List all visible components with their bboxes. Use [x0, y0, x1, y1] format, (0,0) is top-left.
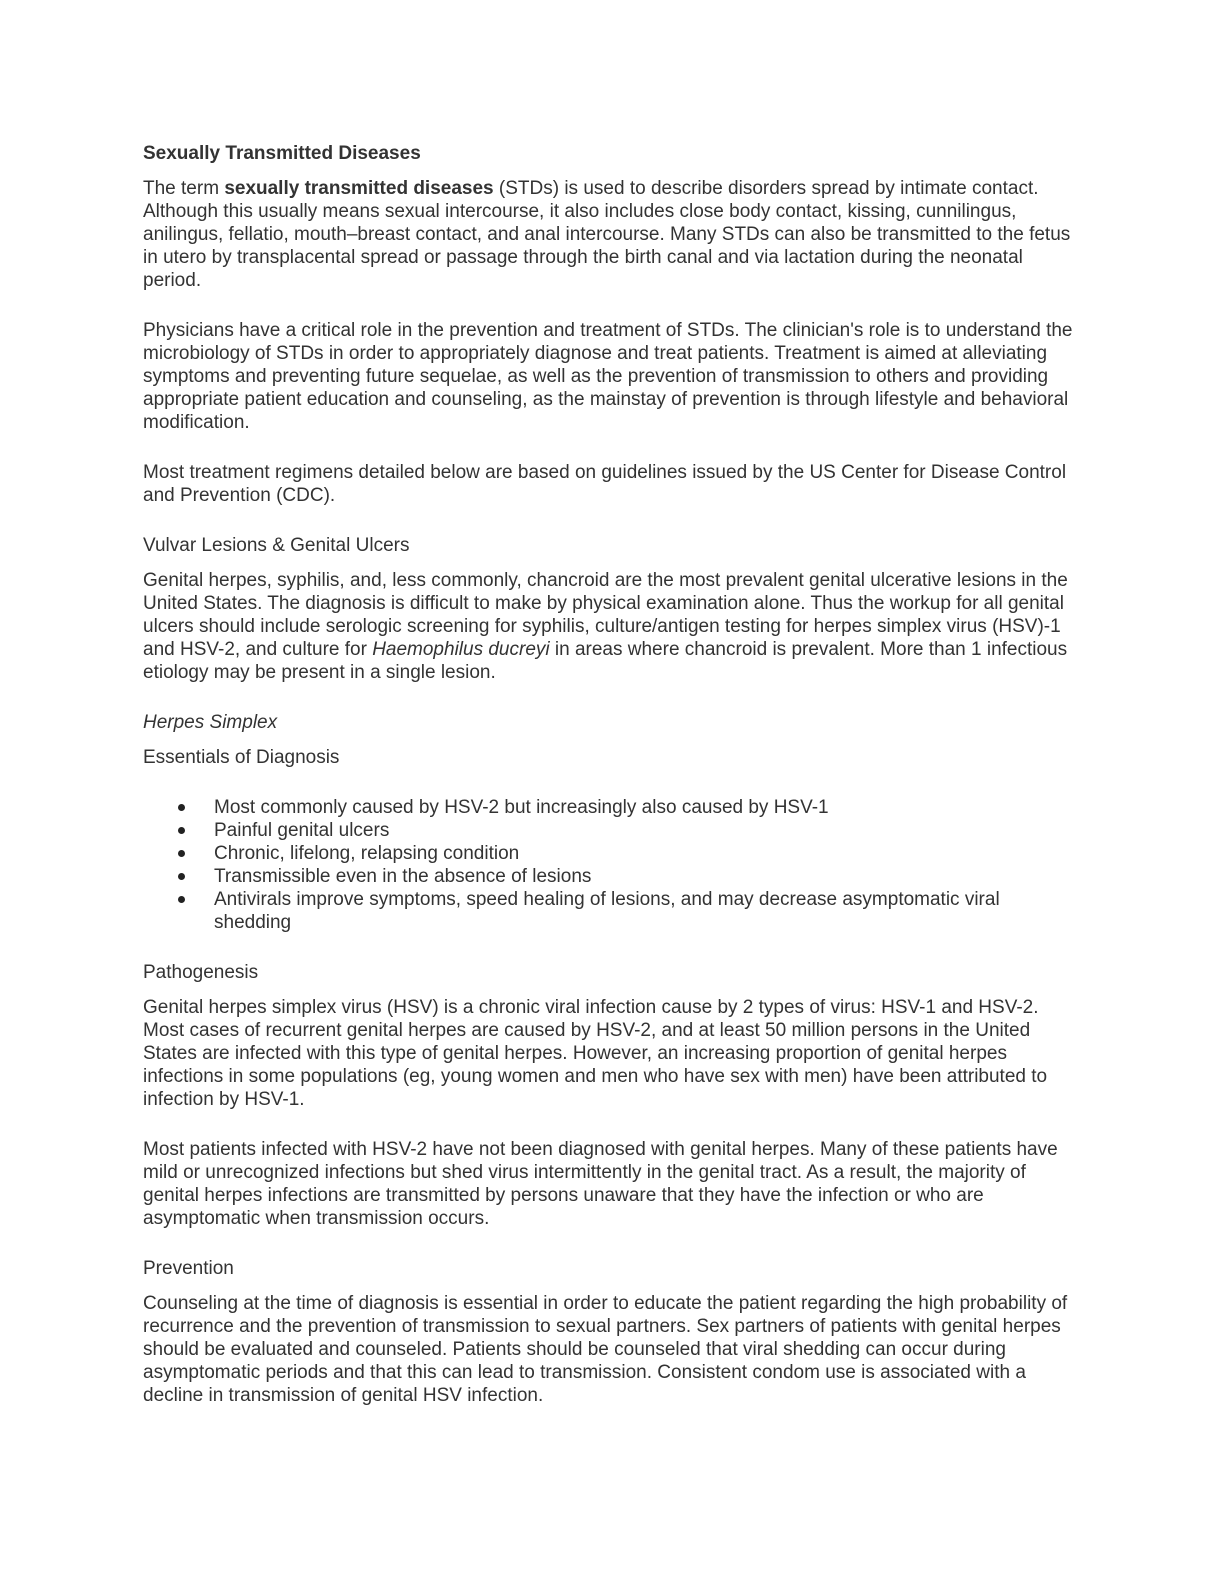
- intro-text-pre: The term: [143, 178, 225, 199]
- vulvar-text-pre: Genital herpes, syphilis, and, less commonly, chancroid are the most prevalent genital ulcerative lesions in the United States. The diagnosis is difficult to make by physical examination alone. Thus the workup for all genital ulcers should include serologic screening for syphilis, culture/antigen testing for herpes simplex virus (HSV)-1 and HSV-2, and culture for: [143, 570, 1068, 660]
- essentials-heading: Essentials of Diagnosis: [143, 747, 340, 768]
- vulvar-paragraph: [143, 569, 1078, 684]
- document-page: [143, 142, 1078, 1407]
- vulvar-organism-italic: Haemophilus ducreyi: [372, 639, 550, 660]
- list-item: Painful genital ulcers: [143, 819, 1078, 842]
- document-title: Sexually Transmitted Diseases: [143, 143, 421, 164]
- list-item: Most commonly caused by HSV-2 but increasingly also caused by HSV-1: [143, 796, 1078, 819]
- vulvar-text-post: in areas where chancroid is prevalent. More than 1 infectious etiology may be present in a single lesion.: [143, 639, 1068, 683]
- intro-paragraph-3: Most treatment regimens detailed below are based on guidelines issued by the US Center for Disease Control and Prevention (CDC).: [143, 462, 1067, 506]
- essentials-list: [143, 796, 1078, 934]
- intro-text-post: (STDs) is used to describe disorders spread by intimate contact. Although this usually means sexual intercourse, it also includes close body contact, kissing, cunnilingus, anilingus, fellatio, mouth–breast contact, and anal intercourse. Many STDs can also be transmitted to the fetus in utero by transplacental spread or passage through the birth canal and via lactation during the neonatal period.: [143, 178, 1071, 291]
- prevention-heading: Prevention: [143, 1258, 234, 1279]
- pathogenesis-paragraph-1: Genital herpes simplex virus (HSV) is a chronic viral infection cause by 2 types of virus: HSV-1 and HSV-2. Most cases of recurrent genital herpes are caused by HSV-2, and at least 50 million persons in the United States are infected with this type of genital herpes. However, an increasing proportion of genital herpes infections in some populations (eg, young women and men who have sex with men) have been attributed to infection by HSV-1.: [143, 997, 1048, 1110]
- pathogenesis-paragraph-2: Most patients infected with HSV-2 have not been diagnosed with genital herpes. Many of these patients have mild or unrecognized infections but shed virus intermittently in the genital tract. As a result, the majority of genital herpes infections are transmitted by persons unaware that they have the infection or who are asymptomatic when transmission occurs.: [143, 1139, 1058, 1229]
- list-item: Antivirals improve symptoms, speed healing of lesions, and may decrease asymptomatic viral shedding: [143, 888, 1078, 934]
- intro-paragraph-1: [143, 177, 1078, 292]
- list-item: Chronic, lifelong, relapsing condition: [143, 842, 1078, 865]
- vulvar-heading: Vulvar Lesions & Genital Ulcers: [143, 535, 410, 556]
- prevention-paragraph: Counseling at the time of diagnosis is essential in order to educate the patient regarding the high probability of recurrence and the prevention of transmission to sexual partners. Sex partners of patients with genital herpes should be evaluated and counseled. Patients should be counseled that viral shedding can occur during asymptomatic periods and that this can lead to transmission. Consistent condom use is associated with a decline in transmission of genital HSV infection.: [143, 1293, 1068, 1406]
- herpes-heading: Herpes Simplex: [143, 712, 278, 733]
- pathogenesis-heading: Pathogenesis: [143, 962, 259, 983]
- list-item: Transmissible even in the absence of lesions: [143, 865, 1078, 888]
- intro-paragraph-2: Physicians have a critical role in the prevention and treatment of STDs. The clinician's role is to understand the microbiology of STDs in order to appropriately diagnose and treat patients. Treatment is aimed at alleviating symptoms and preventing future sequelae, as well as the prevention of transmission to others and providing appropriate patient education and counseling, as the mainstay of prevention is through lifestyle and behavioral modification.: [143, 320, 1073, 433]
- intro-term-bold: sexually transmitted diseases: [224, 178, 494, 199]
